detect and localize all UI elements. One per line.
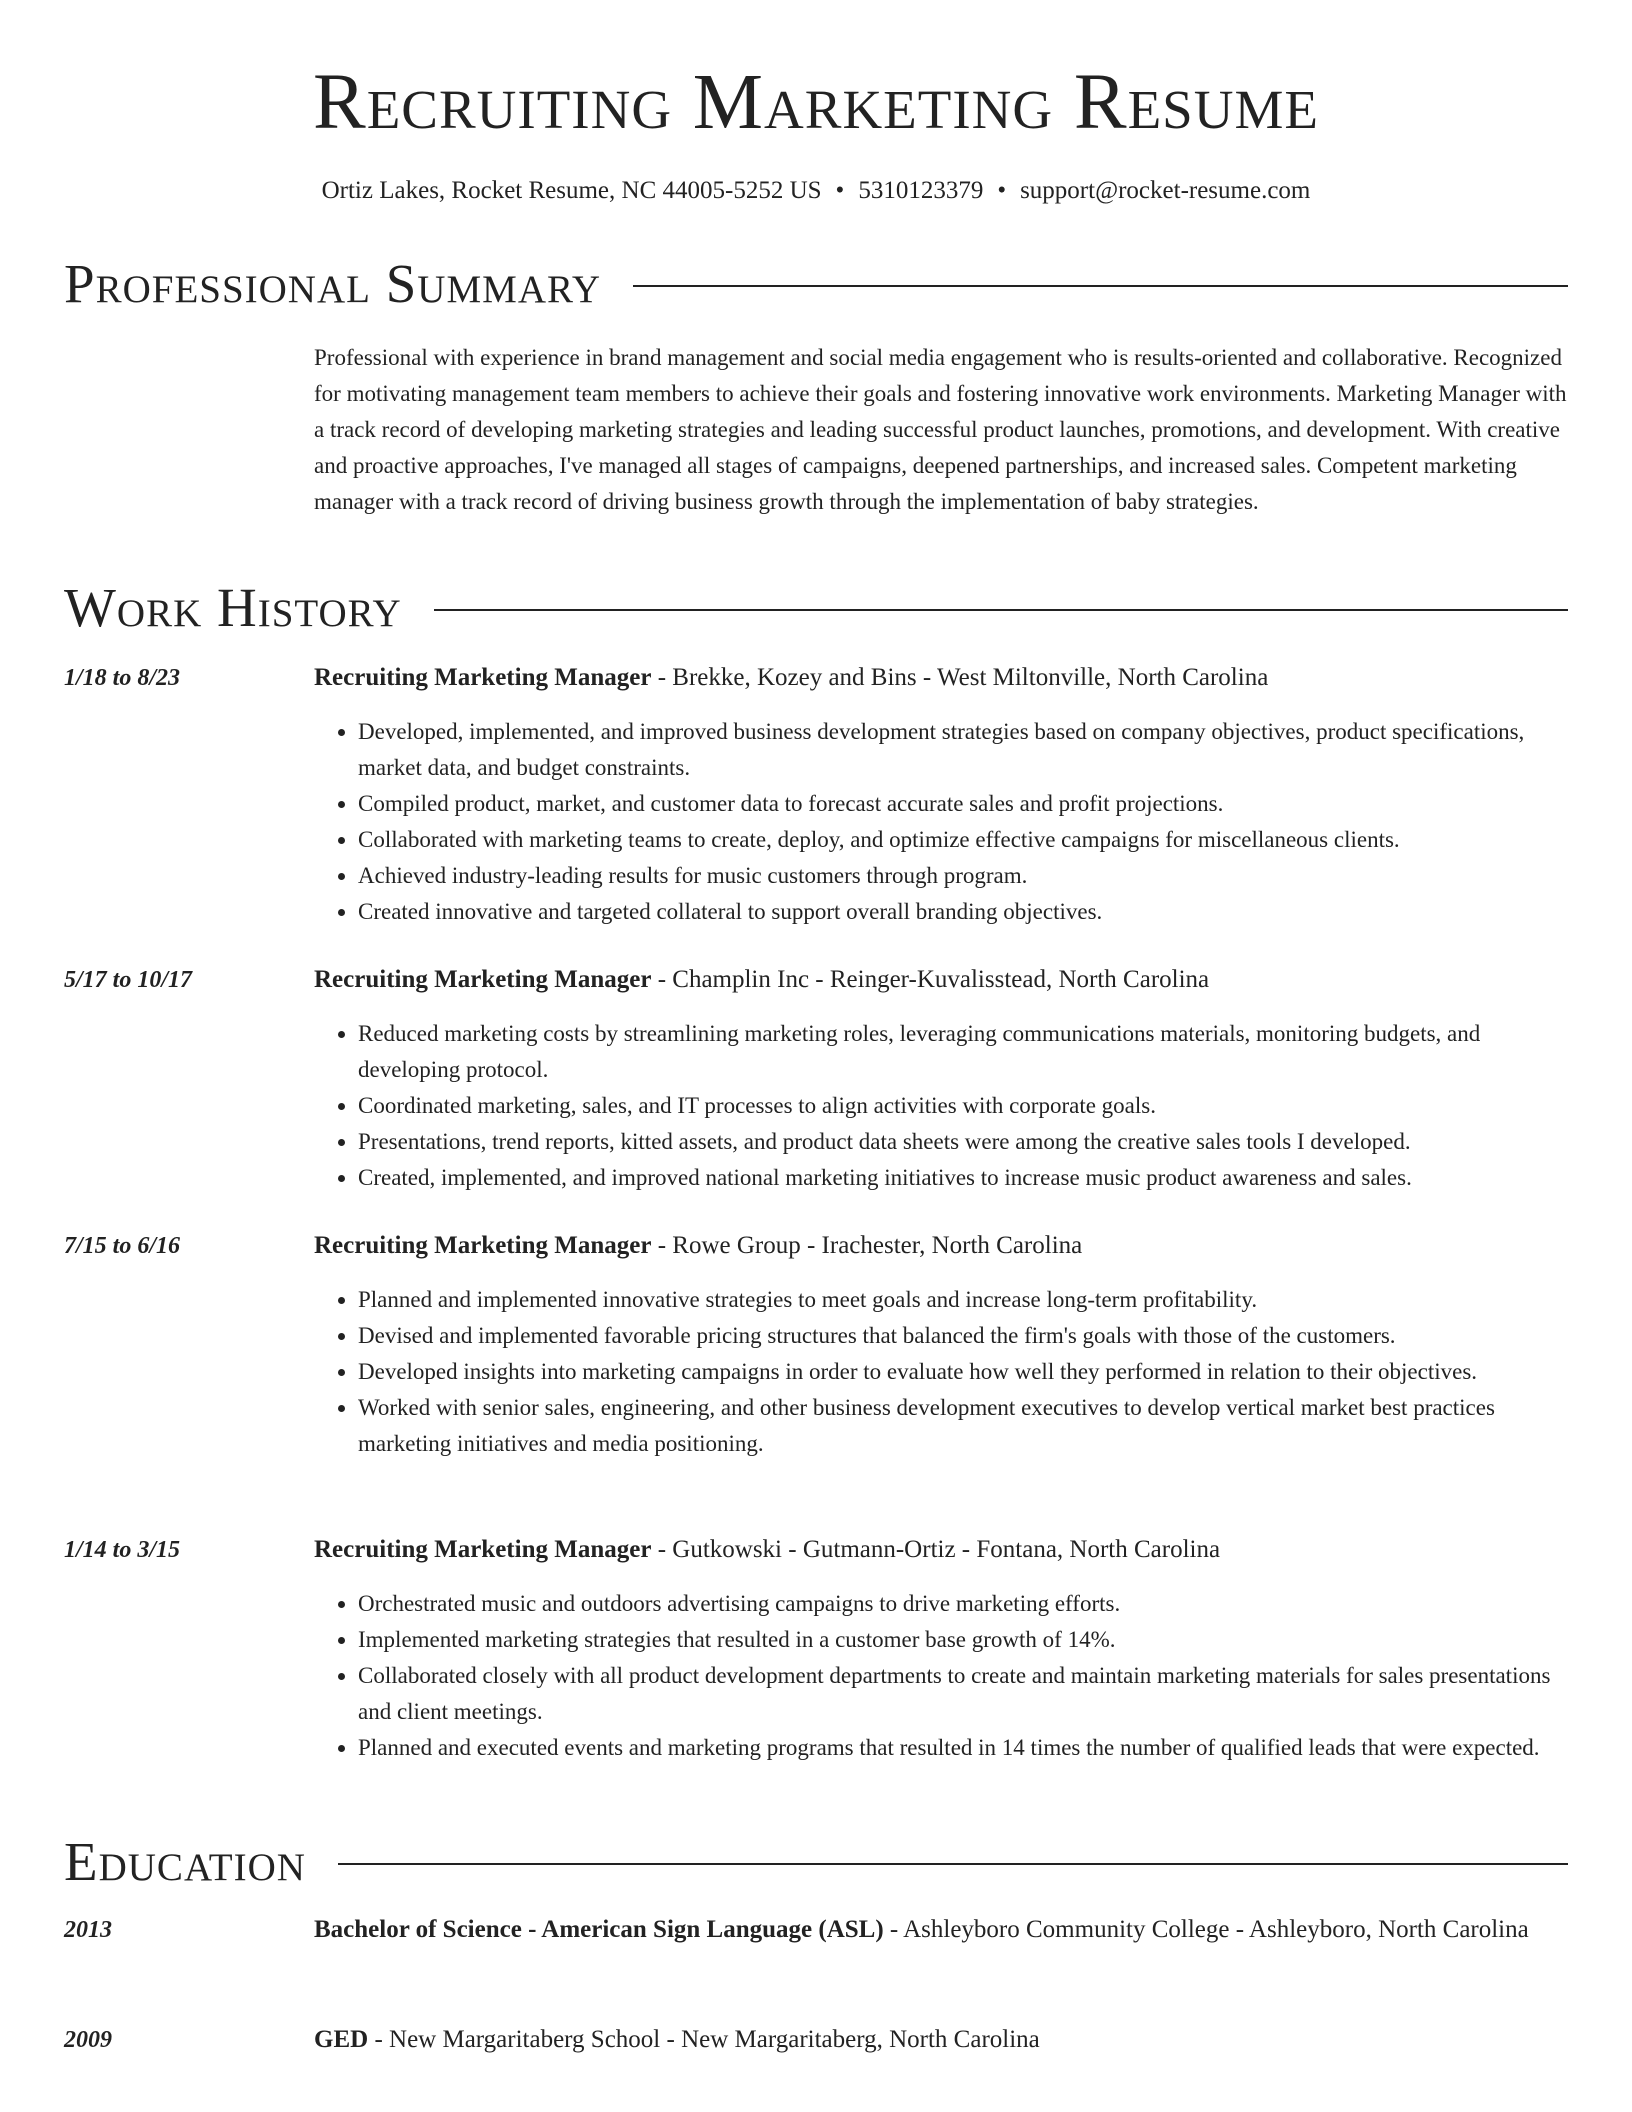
job-entry [64, 1532, 1568, 1766]
list-item: • Planned and implemented innovative strategies to meet goals and increase long-term profitability. [358, 1282, 1568, 1318]
contact-phone: 5310123379 [858, 177, 984, 204]
job-bullets [314, 1586, 1568, 1766]
summary-text: Professional with experience in brand management and social media engagement who is results-oriented and collaborative. Recognized for motivating management team members to achieve their goals and fostering innovative work environments. Marketing Manager with a track record of developing marketing strategies and leading successful product launches, promotions, and development. With creative and proactive approaches, I've managed all stages of campaigns, deepened partnerships, and increased sales. Competent marketing manager with a track record of driving business growth through the implementation of baby strategies. [314, 345, 1567, 514]
education-degree: Bachelor of Science - American Sign Language (ASL) [314, 1916, 884, 1943]
job-entry [64, 1228, 1568, 1462]
list-item: • Orchestrated music and outdoors advertising campaigns to drive marketing efforts. [358, 1586, 1568, 1622]
job-entry [64, 962, 1568, 1196]
job-title: Recruiting Marketing Manager [314, 664, 652, 691]
job-heading [314, 660, 1568, 696]
contact-email: support@rocket-resume.com [1020, 177, 1311, 204]
job-details: - Rowe Group - Irachester, North Carolina [651, 1232, 1083, 1259]
resume-title: Recruiting Marketing Resume [313, 59, 1319, 146]
list-item: • Presentations, trend reports, kitted assets, and product data sheets were among the creative sales tools I developed. [358, 1124, 1568, 1160]
list-item: • Collaborated with marketing teams to create, deploy, and optimize effective campaigns for miscellaneous clients. [358, 822, 1568, 858]
list-item: • Reduced marketing costs by streamlining marketing roles, leveraging communications materials, monitoring budgets, and developing protocol. [358, 1016, 1568, 1088]
list-item: • Developed insights into marketing campaigns in order to evaluate how well they performed in relation to their objectives. [358, 1354, 1568, 1390]
job-date: 1/14 to 3/15 [64, 1537, 181, 1563]
section-divider [338, 1863, 1568, 1865]
education-section-header [64, 1830, 1568, 1894]
list-item: • Compiled product, market, and customer data to forecast accurate sales and profit projections. [358, 786, 1568, 822]
contact-address: Ortiz Lakes, Rocket Resume, NC 44005-5252 US [321, 177, 822, 204]
job-title: Recruiting Marketing Manager [314, 1536, 652, 1563]
contact-line [0, 174, 1632, 208]
job-details: - Champlin Inc - Reinger-Kuvalisstead, North Carolina [651, 966, 1210, 993]
list-item: • Achieved industry-leading results for music customers through program. [358, 858, 1568, 894]
education-heading: Education [64, 1831, 306, 1892]
work-heading: Work History [64, 577, 402, 638]
list-item: • Created, implemented, and improved national marketing initiatives to increase music product awareness and sales. [358, 1160, 1568, 1196]
list-item: • Collaborated closely with all product development departments to create and maintain marketing materials for sales presentations and client meetings. [358, 1658, 1568, 1730]
list-item: • Implemented marketing strategies that resulted in a customer base growth of 14%. [358, 1622, 1568, 1658]
section-divider [434, 609, 1568, 611]
job-heading [314, 1532, 1568, 1568]
list-item: • Worked with senior sales, engineering, and other business development executives to develop vertical market best practices marketing initiatives and media positioning. [358, 1390, 1568, 1462]
education-degree: GED [314, 2026, 369, 2053]
job-date: 7/15 to 6/16 [64, 1233, 181, 1259]
job-entry [64, 660, 1568, 930]
education-details: - New Margaritaberg School - New Margaritaberg, North Carolina [368, 2026, 1040, 2053]
education-date: 2013 [64, 1917, 112, 1943]
job-details: - Brekke, Kozey and Bins - West Miltonville, North Carolina [651, 664, 1269, 691]
list-item: • Created innovative and targeted collateral to support overall branding objectives. [358, 894, 1568, 930]
job-title: Recruiting Marketing Manager [314, 1232, 652, 1259]
section-divider [633, 285, 1568, 287]
contact-separator: • [997, 177, 1007, 204]
list-item: • Developed, implemented, and improved business development strategies based on company objectives, product specifications, market data, and budget constraints. [358, 714, 1568, 786]
job-heading [314, 1228, 1568, 1264]
summary-section-header [64, 252, 1568, 316]
education-entry [64, 1912, 1568, 1948]
job-bullets [314, 714, 1568, 930]
education-date: 2009 [64, 2027, 112, 2053]
job-heading [314, 962, 1568, 998]
education-heading-line [314, 2022, 1568, 2058]
job-bullets [314, 1282, 1568, 1462]
job-title: Recruiting Marketing Manager [314, 966, 652, 993]
education-entry [64, 2022, 1568, 2058]
contact-separator: • [835, 177, 845, 204]
job-date: 1/18 to 8/23 [64, 665, 181, 691]
education-details: - Ashleyboro Community College - Ashleyboro, North Carolina [883, 1916, 1529, 1943]
job-date: 5/17 to 10/17 [64, 967, 193, 993]
work-section-header [64, 576, 1568, 640]
list-item: • Devised and implemented favorable pricing structures that balanced the firm's goals with those of the customers. [358, 1318, 1568, 1354]
list-item: • Planned and executed events and marketing programs that resulted in 14 times the number of qualified leads that were expected. [358, 1730, 1568, 1766]
summary-heading: Professional Summary [64, 253, 602, 314]
job-bullets [314, 1016, 1568, 1196]
job-details: - Gutkowski - Gutmann-Ortiz - Fontana, North Carolina [651, 1536, 1221, 1563]
list-item: • Coordinated marketing, sales, and IT processes to align activities with corporate goals. [358, 1088, 1568, 1124]
education-heading-line [314, 1912, 1568, 1948]
